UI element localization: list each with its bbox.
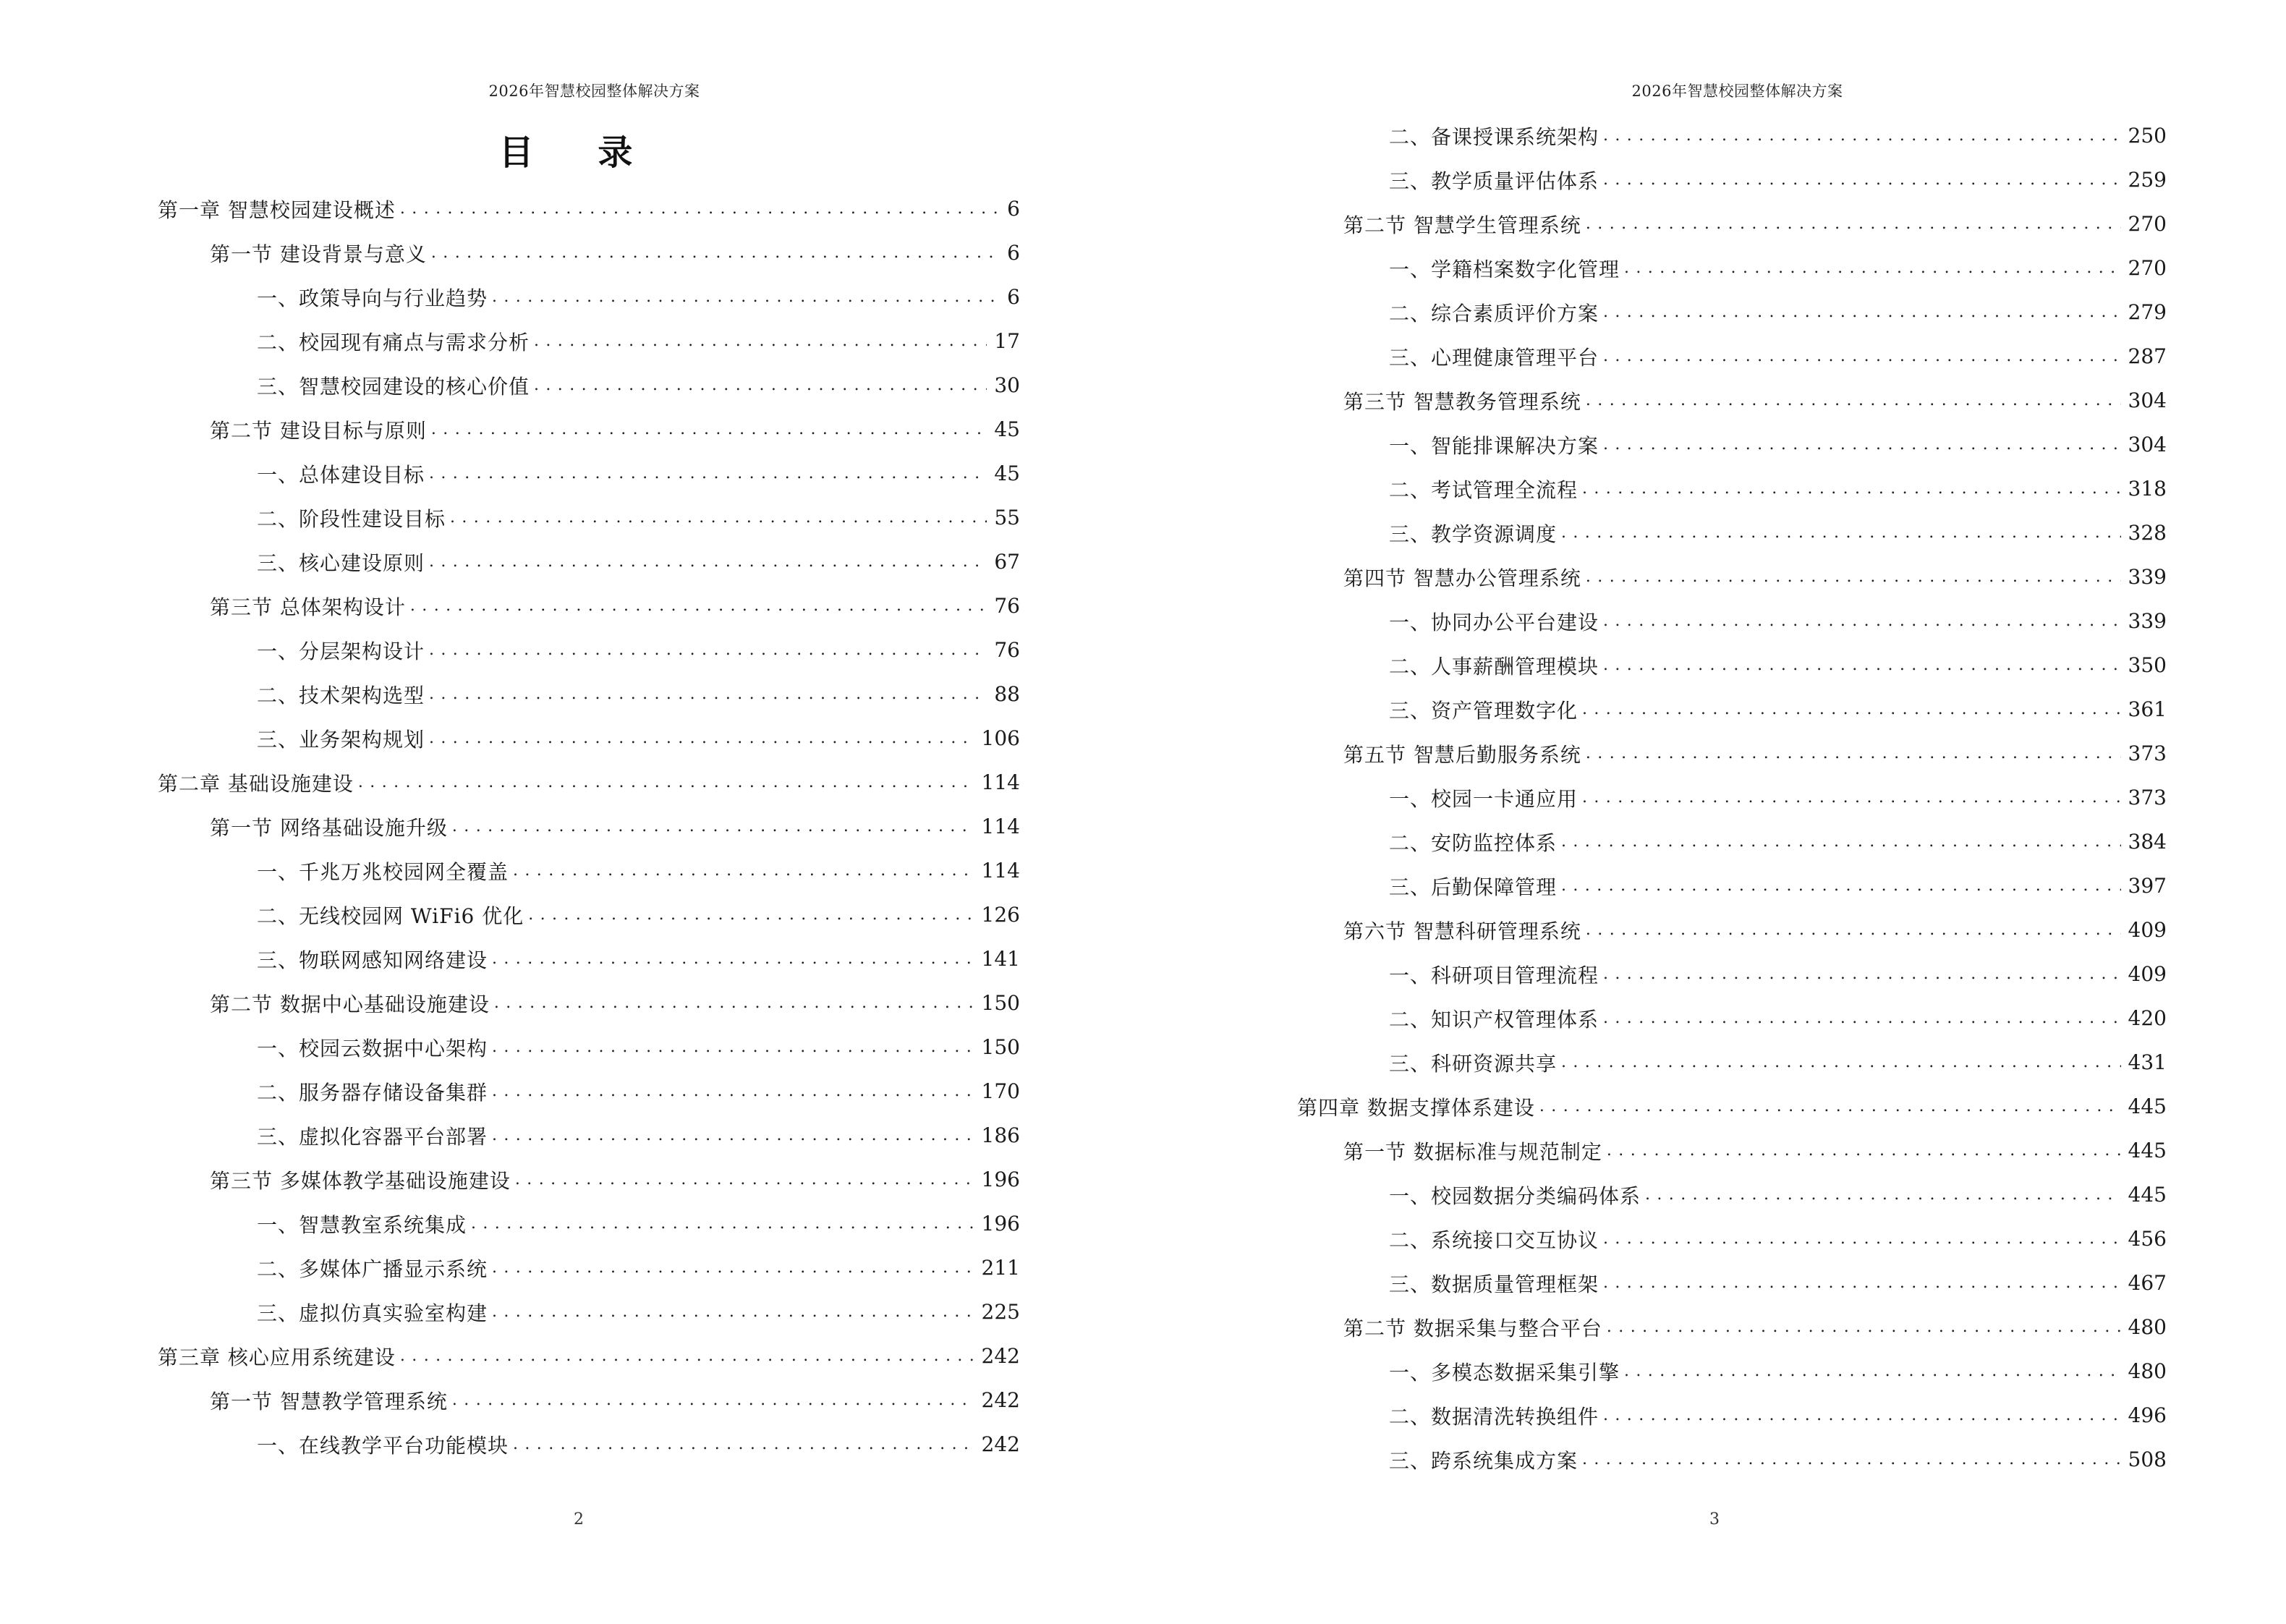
dot-leader — [492, 949, 974, 969]
dot-leader — [429, 552, 987, 572]
toc-subsection-entry[interactable] — [158, 1069, 1020, 1113]
toc-entry-page-number: 88 — [994, 682, 1020, 706]
toc-subsection-entry[interactable] — [1297, 687, 2167, 731]
toc-entry-page-number: 304 — [2128, 388, 2167, 412]
toc-entry-page-number: 431 — [2128, 1050, 2167, 1074]
toc-section-entry[interactable] — [158, 407, 1020, 451]
running-header: 2026年智慧校园整体解决方案 — [488, 82, 700, 100]
toc-chapter-entry[interactable] — [158, 187, 1020, 231]
toc-entry-page-number: 467 — [2128, 1271, 2167, 1295]
toc-entry-page-number: 114 — [981, 859, 1020, 883]
toc-entry-label: 二、考试管理全流程 — [1389, 477, 1578, 502]
toc-subsection-entry[interactable] — [1297, 467, 2167, 511]
dot-leader — [452, 817, 974, 837]
toc-entry-label: 三、智慧校园建设的核心价值 — [257, 374, 530, 399]
toc-entry-page-number: 76 — [994, 594, 1020, 618]
dot-leader — [492, 1037, 974, 1058]
toc-subsection-entry[interactable] — [1297, 1261, 2167, 1305]
toc-entry-page-number: 30 — [994, 373, 1020, 397]
toc-subsection-entry[interactable] — [1297, 1349, 2167, 1393]
page-number: 2 — [574, 1510, 584, 1529]
toc-subsection-entry[interactable] — [1297, 1040, 2167, 1084]
dot-leader — [410, 596, 987, 616]
dot-leader — [1561, 876, 2121, 896]
toc-entry-label: 一、多模态数据采集引擎 — [1389, 1360, 1620, 1385]
dot-leader — [1603, 655, 2121, 676]
toc-chapter-entry[interactable] — [158, 1334, 1020, 1378]
toc-entry-label: 第二节 数据采集与整合平台 — [1343, 1316, 1602, 1340]
toc-subsection-entry[interactable] — [1297, 775, 2167, 820]
toc-entry-page-number: 45 — [994, 417, 1020, 441]
toc-subsection-entry[interactable] — [1297, 599, 2167, 643]
toc-entry-label: 二、无线校园网 WiFi6 优化 — [257, 904, 524, 928]
toc-entry-label: 第一章 智慧校园建设概述 — [158, 197, 396, 222]
dot-leader — [429, 640, 987, 660]
toc-entry-label: 二、校园现有痛点与需求分析 — [257, 330, 530, 354]
toc-section-entry[interactable] — [158, 804, 1020, 849]
dot-leader — [513, 1434, 974, 1455]
toc-section-entry[interactable] — [1297, 731, 2167, 775]
toc-entry-label: 第四节 智慧办公管理系统 — [1343, 566, 1581, 590]
toc-section-entry[interactable] — [1297, 202, 2167, 246]
document-page-3 — [1143, 0, 2286, 1624]
dot-leader — [1582, 700, 2121, 720]
toc-entry-page-number: 186 — [981, 1123, 1020, 1147]
dot-leader — [1603, 435, 2121, 455]
table-of-contents — [158, 187, 1020, 1466]
dot-leader — [492, 287, 998, 307]
toc-entry-label: 一、校园云数据中心架构 — [257, 1036, 488, 1060]
dot-leader — [1586, 744, 2121, 764]
toc-entry-page-number: 150 — [981, 1035, 1020, 1059]
toc-entry-page-number: 445 — [2128, 1139, 2167, 1162]
toc-entry-label: 一、协同办公平台建设 — [1389, 610, 1599, 634]
dot-leader — [450, 508, 987, 528]
toc-subsection-entry[interactable] — [158, 1422, 1020, 1466]
dot-leader — [1603, 964, 2121, 985]
dot-leader — [1603, 170, 2121, 190]
toc-entry-label: 三、物联网感知网络建设 — [257, 948, 488, 972]
toc-entry-page-number: 287 — [2128, 344, 2167, 368]
dot-leader — [1624, 1361, 2121, 1382]
dot-leader — [471, 1214, 974, 1234]
toc-entry-label: 第三节 智慧教务管理系统 — [1343, 389, 1581, 414]
toc-subsection-entry[interactable] — [158, 363, 1020, 407]
toc-entry-label: 三、核心建设原则 — [257, 550, 425, 575]
toc-subsection-entry[interactable] — [158, 1246, 1020, 1290]
toc-entry-label: 第三章 核心应用系统建设 — [158, 1345, 396, 1369]
dot-leader — [1586, 567, 2121, 587]
table-of-contents — [1297, 114, 2167, 1481]
dot-leader — [1603, 1008, 2121, 1029]
toc-entry-page-number: 445 — [2128, 1183, 2167, 1207]
toc-entry-label: 三、跨系统集成方案 — [1389, 1448, 1578, 1473]
toc-entry-label: 一、在线教学平台功能模块 — [257, 1433, 509, 1458]
toc-entry-page-number: 17 — [994, 329, 1020, 353]
toc-entry-page-number: 279 — [2128, 300, 2167, 324]
dot-leader — [1645, 1185, 2121, 1205]
toc-entry-label: 一、学籍档案数字化管理 — [1389, 257, 1620, 281]
toc-entry-label: 第五节 智慧后勤服务系统 — [1343, 742, 1581, 767]
dot-leader — [528, 905, 974, 925]
toc-entry-page-number: 339 — [2128, 565, 2167, 589]
toc-section-entry[interactable] — [1297, 378, 2167, 422]
toc-subsection-entry[interactable] — [1297, 246, 2167, 290]
dot-leader — [1603, 1406, 2121, 1426]
toc-entry-page-number: 6 — [1007, 285, 1020, 309]
toc-entry-page-number: 170 — [981, 1079, 1020, 1103]
dot-leader — [1603, 1273, 2121, 1293]
toc-entry-label: 二、阶段性建设目标 — [257, 506, 446, 531]
toc-entry-label: 第二节 数据中心基础设施建设 — [210, 992, 490, 1016]
dot-leader — [1607, 1317, 2121, 1338]
toc-subsection-entry[interactable] — [1297, 422, 2167, 467]
dot-leader — [452, 1390, 974, 1411]
toc-title: 目 录 — [498, 132, 659, 173]
toc-entry-label: 三、后勤保障管理 — [1389, 875, 1558, 899]
dot-leader — [400, 1346, 974, 1366]
dot-leader — [429, 684, 987, 705]
toc-entry-page-number: 480 — [2128, 1359, 2167, 1383]
dot-leader — [429, 728, 974, 749]
toc-entry-label: 第三节 总体架构设计 — [210, 595, 406, 619]
toc-section-entry[interactable] — [158, 1378, 1020, 1422]
dot-leader — [515, 1170, 974, 1190]
toc-entry-label: 三、教学质量评估体系 — [1389, 169, 1599, 193]
dot-leader — [1603, 126, 2121, 146]
toc-entry-page-number: 211 — [981, 1256, 1020, 1280]
dot-leader — [1561, 1053, 2121, 1073]
toc-entry-label: 一、校园一卡通应用 — [1389, 786, 1578, 811]
toc-entry-label: 二、安防监控体系 — [1389, 830, 1558, 855]
toc-entry-page-number: 242 — [981, 1432, 1020, 1456]
toc-subsection-entry[interactable] — [1297, 511, 2167, 555]
toc-entry-page-number: 242 — [981, 1388, 1020, 1412]
toc-entry-label: 第一节 网络基础设施升级 — [210, 815, 448, 840]
dot-leader — [1561, 523, 2121, 543]
dot-leader — [431, 420, 987, 440]
dot-leader — [1586, 391, 2121, 411]
dot-leader — [492, 1302, 974, 1322]
toc-entry-page-number: 420 — [2128, 1006, 2167, 1030]
toc-entry-page-number: 45 — [994, 462, 1020, 485]
toc-entry-label: 第四章 数据支撑体系建设 — [1297, 1095, 1535, 1120]
toc-section-entry[interactable] — [1297, 1305, 2167, 1349]
toc-subsection-entry[interactable] — [1297, 820, 2167, 864]
toc-section-entry[interactable] — [158, 1157, 1020, 1202]
toc-entry-label: 二、数据清洗转换组件 — [1389, 1404, 1599, 1429]
toc-entry-page-number: 496 — [2128, 1403, 2167, 1427]
toc-subsection-entry[interactable] — [1297, 158, 2167, 202]
toc-entry-page-number: 361 — [2128, 697, 2167, 721]
toc-section-entry[interactable] — [158, 231, 1020, 275]
toc-entry-label: 一、智能排课解决方案 — [1389, 433, 1599, 458]
dot-leader — [1607, 1141, 2121, 1161]
toc-entry-page-number: 339 — [2128, 609, 2167, 633]
toc-entry-page-number: 384 — [2128, 830, 2167, 854]
toc-subsection-entry[interactable] — [158, 319, 1020, 363]
toc-section-entry[interactable] — [1297, 555, 2167, 599]
toc-entry-page-number: 508 — [2128, 1447, 2167, 1471]
toc-entry-page-number: 480 — [2128, 1315, 2167, 1339]
toc-entry-label: 一、政策导向与行业趋势 — [257, 286, 488, 310]
toc-entry-label: 第一节 建设背景与意义 — [210, 242, 427, 266]
toc-subsection-entry[interactable] — [1297, 290, 2167, 334]
toc-subsection-entry[interactable] — [158, 451, 1020, 496]
toc-entry-page-number: 6 — [1007, 241, 1020, 265]
page-number: 3 — [1709, 1510, 1720, 1529]
toc-subsection-entry[interactable] — [1297, 1393, 2167, 1437]
toc-subsection-entry[interactable] — [158, 1025, 1020, 1069]
dot-leader — [1603, 1229, 2121, 1249]
toc-entry-label: 三、虚拟仿真实验室构建 — [257, 1301, 488, 1325]
toc-entry-label: 二、人事薪酬管理模块 — [1389, 654, 1599, 679]
toc-entry-page-number: 106 — [981, 726, 1020, 750]
toc-entry-label: 三、业务架构规划 — [257, 727, 425, 752]
dot-leader — [1603, 302, 2121, 323]
toc-entry-label: 二、备课授课系统架构 — [1389, 124, 1599, 149]
dot-leader — [1603, 347, 2121, 367]
toc-section-entry[interactable] — [1297, 1128, 2167, 1173]
dot-leader — [492, 1126, 974, 1146]
dot-leader — [534, 331, 987, 352]
dot-leader — [1586, 920, 2121, 940]
toc-entry-label: 第六节 智慧科研管理系统 — [1343, 919, 1581, 943]
toc-subsection-entry[interactable] — [1297, 952, 2167, 996]
toc-entry-page-number: 225 — [981, 1300, 1020, 1324]
toc-subsection-entry[interactable] — [158, 937, 1020, 981]
toc-entry-page-number: 150 — [981, 991, 1020, 1015]
dot-leader — [1561, 832, 2121, 852]
toc-section-entry[interactable] — [158, 981, 1020, 1025]
dot-leader — [1582, 1450, 2121, 1470]
dot-leader — [513, 861, 974, 881]
toc-subsection-entry[interactable] — [1297, 114, 2167, 158]
toc-entry-page-number: 196 — [981, 1212, 1020, 1236]
toc-section-entry[interactable] — [158, 584, 1020, 628]
toc-section-entry[interactable] — [1297, 908, 2167, 952]
toc-entry-label: 二、服务器存储设备集群 — [257, 1080, 488, 1105]
dot-leader — [429, 464, 987, 484]
running-header: 2026年智慧校园整体解决方案 — [1631, 82, 1843, 100]
toc-entry-page-number: 242 — [981, 1344, 1020, 1368]
toc-entry-page-number: 141 — [981, 947, 1020, 971]
toc-entry-page-number: 250 — [2128, 124, 2167, 148]
toc-subsection-entry[interactable] — [1297, 334, 2167, 378]
toc-entry-label: 第一节 数据标准与规范制定 — [1343, 1139, 1602, 1164]
toc-chapter-entry[interactable] — [1297, 1084, 2167, 1128]
toc-entry-page-number: 126 — [981, 903, 1020, 927]
toc-entry-label: 二、知识产权管理体系 — [1389, 1007, 1599, 1032]
toc-entry-label: 一、总体建设目标 — [257, 462, 425, 487]
toc-subsection-entry[interactable] — [1297, 996, 2167, 1040]
toc-entry-label: 二、技术架构选型 — [257, 683, 425, 707]
toc-entry-page-number: 270 — [2128, 256, 2167, 280]
toc-chapter-entry[interactable] — [158, 760, 1020, 804]
toc-entry-label: 三、资产管理数字化 — [1389, 698, 1578, 723]
toc-entry-label: 一、校园数据分类编码体系 — [1389, 1183, 1641, 1208]
toc-subsection-entry[interactable] — [158, 275, 1020, 319]
toc-subsection-entry[interactable] — [1297, 1217, 2167, 1261]
toc-entry-page-number: 270 — [2128, 212, 2167, 236]
toc-entry-page-number: 409 — [2128, 918, 2167, 942]
dot-leader — [1582, 479, 2121, 499]
toc-entry-page-number: 67 — [994, 550, 1020, 574]
toc-entry-label: 二、系统接口交互协议 — [1389, 1228, 1599, 1252]
toc-entry-page-number: 114 — [981, 815, 1020, 838]
toc-subsection-entry[interactable] — [158, 628, 1020, 672]
toc-entry-page-number: 445 — [2128, 1094, 2167, 1118]
toc-entry-page-number: 397 — [2128, 874, 2167, 898]
toc-subsection-entry[interactable] — [158, 1290, 1020, 1334]
toc-entry-label: 第一节 智慧教学管理系统 — [210, 1389, 448, 1413]
toc-entry-page-number: 6 — [1007, 197, 1020, 221]
dot-leader — [534, 375, 987, 396]
toc-subsection-entry[interactable] — [1297, 643, 2167, 687]
toc-entry-label: 三、教学资源调度 — [1389, 522, 1558, 546]
toc-entry-page-number: 114 — [981, 770, 1020, 794]
toc-subsection-entry[interactable] — [158, 893, 1020, 937]
dot-leader — [400, 199, 998, 219]
dot-leader — [1603, 611, 2121, 632]
toc-entry-label: 二、多媒体广播显示系统 — [257, 1257, 488, 1281]
toc-entry-label: 一、科研项目管理流程 — [1389, 963, 1599, 987]
toc-entry-label: 第三节 多媒体教学基础设施建设 — [210, 1168, 511, 1193]
dot-leader — [492, 1258, 974, 1278]
dot-leader — [1624, 258, 2121, 279]
dot-leader — [1539, 1097, 2121, 1117]
toc-entry-page-number: 456 — [2128, 1227, 2167, 1251]
dot-leader — [492, 1081, 974, 1102]
toc-entry-page-number: 373 — [2128, 786, 2167, 809]
toc-entry-label: 第二章 基础设施建设 — [158, 771, 354, 796]
toc-entry-page-number: 409 — [2128, 962, 2167, 986]
toc-subsection-entry[interactable] — [158, 496, 1020, 540]
toc-subsection-entry[interactable] — [158, 672, 1020, 716]
dot-leader — [1582, 788, 2121, 808]
toc-subsection-entry[interactable] — [158, 1113, 1020, 1157]
toc-subsection-entry[interactable] — [158, 849, 1020, 893]
toc-entry-page-number: 350 — [2128, 653, 2167, 677]
toc-subsection-entry[interactable] — [1297, 1173, 2167, 1217]
toc-entry-label: 三、心理健康管理平台 — [1389, 345, 1599, 370]
toc-entry-label: 三、数据质量管理框架 — [1389, 1272, 1599, 1296]
toc-entry-page-number: 328 — [2128, 521, 2167, 545]
toc-entry-page-number: 318 — [2128, 477, 2167, 501]
dot-leader — [431, 243, 998, 263]
toc-subsection-entry[interactable] — [1297, 1437, 2167, 1481]
toc-entry-page-number: 304 — [2128, 433, 2167, 456]
toc-subsection-entry[interactable] — [158, 1202, 1020, 1246]
toc-entry-label: 一、分层架构设计 — [257, 639, 425, 663]
toc-entry-label: 一、千兆万兆校园网全覆盖 — [257, 859, 509, 884]
toc-subsection-entry[interactable] — [1297, 864, 2167, 908]
toc-entry-label: 第二节 智慧学生管理系统 — [1343, 213, 1581, 237]
toc-entry-page-number: 373 — [2128, 741, 2167, 765]
toc-subsection-entry[interactable] — [158, 540, 1020, 584]
toc-entry-page-number: 76 — [994, 638, 1020, 662]
toc-entry-label: 二、综合素质评价方案 — [1389, 301, 1599, 326]
toc-entry-page-number: 259 — [2128, 168, 2167, 192]
toc-entry-label: 三、科研资源共享 — [1389, 1051, 1558, 1076]
toc-entry-label: 一、智慧教室系统集成 — [257, 1212, 467, 1237]
dot-leader — [358, 773, 974, 793]
toc-entry-label: 三、虚拟化容器平台部署 — [257, 1124, 488, 1149]
dot-leader — [1586, 214, 2121, 234]
dot-leader — [494, 993, 974, 1013]
toc-subsection-entry[interactable] — [158, 716, 1020, 760]
toc-entry-page-number: 196 — [981, 1168, 1020, 1191]
toc-entry-page-number: 55 — [994, 506, 1020, 530]
toc-entry-label: 第二节 建设目标与原则 — [210, 418, 427, 443]
